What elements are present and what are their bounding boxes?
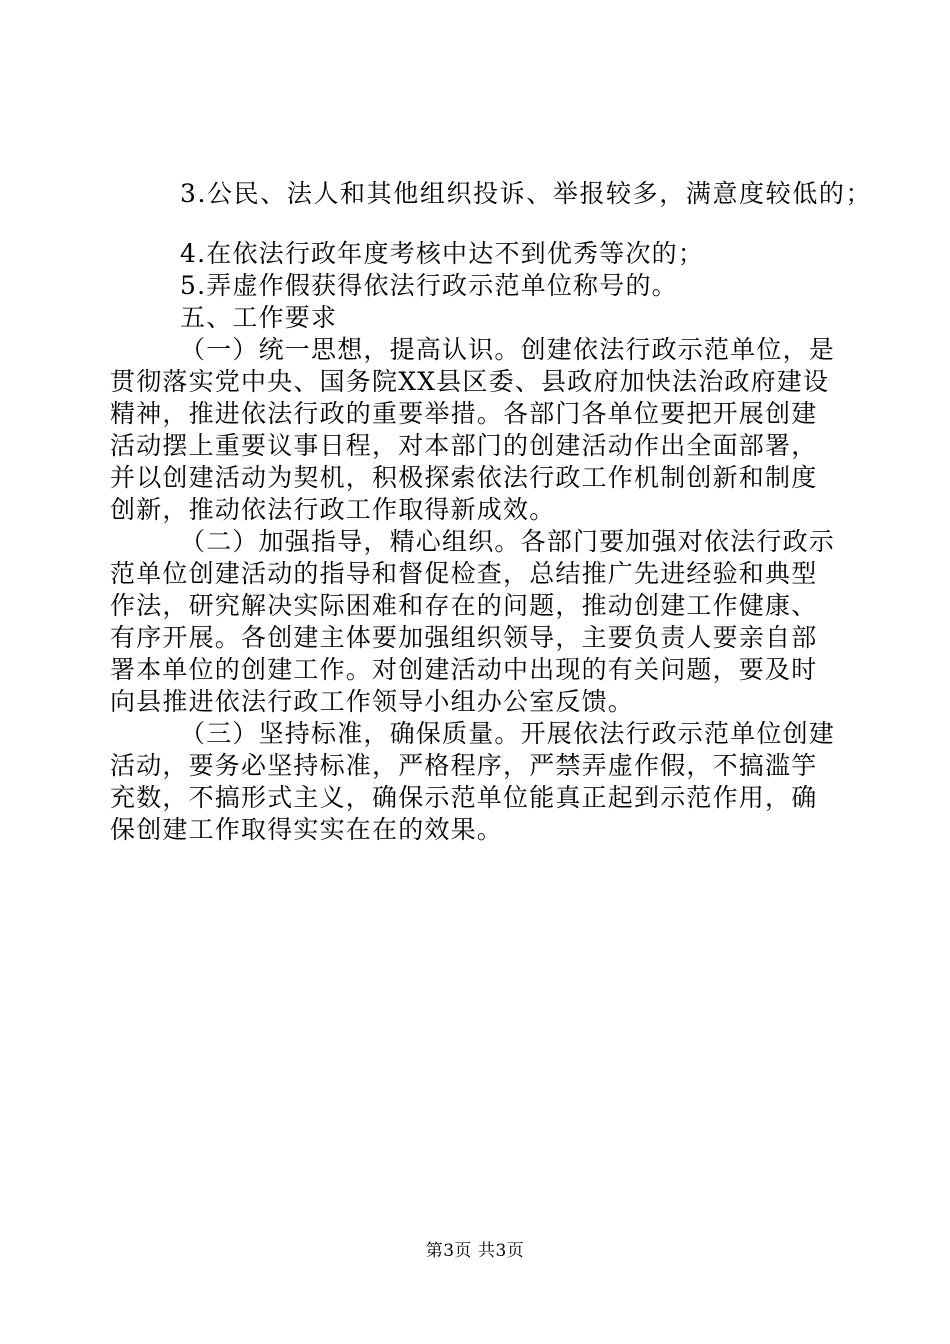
paragraph-line: 向县推进依法行政工作领导小组办公室反馈。 bbox=[110, 687, 635, 716]
paragraph-line: 保创建工作取得实实在在的效果。 bbox=[110, 815, 504, 844]
paragraph-line: 范单位创建活动的指导和督促检查，总结推广先进经验和典型 bbox=[110, 559, 818, 588]
paragraph-line: 并以创建活动为契机，积极探索依法行政工作机制创新和制度 bbox=[110, 463, 818, 492]
paragraph-line: （一）统一思想，提高认识。创建依法行政示范单位，是 bbox=[180, 335, 836, 364]
list-item-5: 5.弄虚作假获得依法行政示范单位称号的。 bbox=[180, 271, 678, 300]
list-item-3: 3.公民、法人和其他组织投诉、举报较多，满意度较低的； bbox=[180, 179, 873, 208]
paragraph-line: 贯彻落实党中央、国务院XX县区委、县政府加快法治政府建设 bbox=[110, 367, 830, 396]
section-heading: 五、工作要求 bbox=[180, 303, 338, 332]
paragraph-line: （二）加强指导，精心组织。各部门要加强对依法行政示 bbox=[180, 527, 836, 556]
paragraph-line: 活动摆上重要议事日程，对本部门的创建活动作出全面部署， bbox=[110, 431, 818, 460]
list-item-4: 4.在依法行政年度考核中达不到优秀等次的； bbox=[180, 239, 705, 268]
paragraph-line: （三）坚持标准，确保质量。开展依法行政示范单位创建 bbox=[180, 719, 836, 748]
paragraph-line: 活动，要务必坚持标准，严格程序，严禁弄虚作假，不搞滥竽 bbox=[110, 751, 818, 780]
paragraph-line: 精神，推进依法行政的重要举措。各部门各单位要把开展创建 bbox=[110, 399, 818, 428]
paragraph-line: 充数，不搞形式主义，确保示范单位能真正起到示范作用，确 bbox=[110, 783, 818, 812]
paragraph-line: 有序开展。各创建主体要加强组织领导，主要负责人要亲自部 bbox=[110, 623, 818, 652]
paragraph-line: 创新，推动依法行政工作取得新成效。 bbox=[110, 495, 556, 524]
page-number-footer: 第3页 共3页 bbox=[425, 1241, 525, 1261]
paragraph-line: 署本单位的创建工作。对创建活动中出现的有关问题，要及时 bbox=[110, 655, 818, 684]
paragraph-line: 作法，研究解决实际困难和存在的问题，推动创建工作健康、 bbox=[110, 591, 818, 620]
